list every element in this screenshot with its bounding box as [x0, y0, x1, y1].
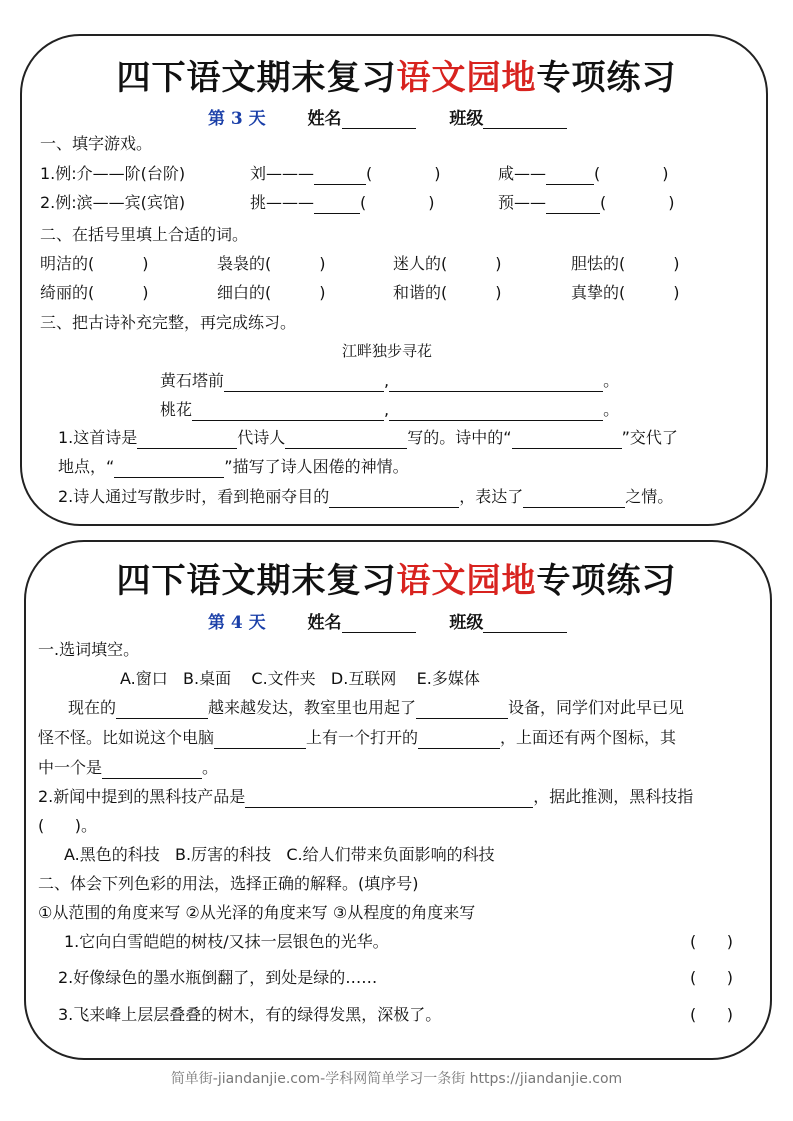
section-heading: 三、把古诗补充完整，再完成练习。	[40, 313, 297, 332]
fill-blank[interactable]	[314, 168, 366, 185]
answer-paren: ( )。	[38, 816, 98, 835]
question-2-line-1: 2.新闻中提到的黑科技产品是 ，据此推测，黑科技指	[38, 787, 694, 806]
fill-blank[interactable]	[314, 197, 360, 214]
paragraph-line-2: 怪不怪。比如说这个电脑 上有一个打开的 ，上面还有两个图标，其	[38, 728, 677, 747]
question-1-line-2: 地点，“ ”描写了诗人困倦的神情。	[58, 457, 409, 476]
fill-blank[interactable]	[214, 732, 306, 749]
word-game-item: 刘——— ( )	[250, 164, 441, 183]
section-heading: 一、填字游戏。	[40, 134, 153, 153]
fill-blank[interactable]	[224, 375, 384, 392]
color-item-2: 2.好像绿色的墨水瓶倒翻了，到处是绿的……	[58, 968, 378, 987]
word-item: 胆怯的( )	[571, 254, 680, 273]
answer-paren[interactable]: ( )	[690, 968, 733, 987]
word-item: 迷人的( )	[393, 254, 502, 273]
poem-line-2: 桃花 , 。	[160, 400, 620, 419]
name-blank[interactable]	[342, 616, 416, 633]
paragraph-line-1: 现在的 越来越发达，教室里也用起了 设备，同学们对此早已见	[68, 698, 685, 717]
word-item: 绮丽的( )	[40, 283, 149, 302]
day-header	[208, 104, 567, 129]
fill-blank[interactable]	[523, 491, 625, 508]
fill-blank[interactable]	[418, 732, 500, 749]
class-label: 班级	[449, 109, 484, 129]
name-label: 姓名	[307, 613, 342, 633]
poem-title: 江畔独步寻花	[342, 342, 433, 360]
class-blank[interactable]	[483, 112, 567, 129]
word-game-item: 挑——— ( )	[250, 193, 435, 212]
question-2: 2.诗人通过写散步时，看到艳丽夺目的 ，表达了 之情。	[58, 487, 674, 506]
day-label: 第 4 天	[208, 613, 266, 633]
fill-blank[interactable]	[389, 375, 603, 392]
question-1-line-1: 1.这首诗是 代诗人 写的。诗中的“ ”交代了	[58, 428, 678, 447]
day-header	[208, 608, 567, 633]
color-options: ①从范围的角度来写 ②从光泽的角度来写 ③从程度的角度来写	[38, 903, 476, 922]
color-item-3: 3.飞来峰上层层叠叠的树木，有的绿得发黑，深极了。	[58, 1005, 442, 1024]
section-heading: 二、体会下列色彩的用法，选择正确的解释。(填序号)	[38, 874, 419, 893]
poem-line-1: 黄石塔前 , 。	[160, 371, 620, 390]
answer-paren[interactable]: ( )	[690, 1005, 733, 1024]
word-game-example-2: 2.例:滨——宾(宾馆)	[40, 193, 186, 212]
word-item: 明洁的( )	[40, 254, 149, 273]
section-heading: 二、在括号里填上合适的词。	[40, 225, 249, 244]
fill-blank[interactable]	[329, 491, 459, 508]
fill-blank[interactable]	[512, 432, 622, 449]
fill-blank[interactable]	[546, 197, 600, 214]
name-label: 姓名	[307, 109, 342, 129]
fill-blank[interactable]	[116, 702, 208, 719]
fill-blank[interactable]	[389, 404, 603, 421]
answer-paren[interactable]: ( )	[690, 932, 733, 951]
fill-blank[interactable]	[546, 168, 594, 185]
name-blank[interactable]	[342, 112, 416, 129]
word-game-example-1: 1.例:介——阶(台阶)	[40, 164, 186, 183]
word-item: 细白的( )	[217, 283, 326, 302]
footer-watermark: 简单街-jiandanjie.com-学科网简单学习一条街 https://jiandanjie.com	[170, 1071, 623, 1087]
class-label: 班级	[449, 613, 484, 633]
day-label: 第 3 天	[208, 109, 266, 129]
fill-blank[interactable]	[137, 432, 237, 449]
fill-blank[interactable]	[285, 432, 407, 449]
color-item-1: 1.它向白雪皑皑的树枝/又抹一层银色的光华。	[64, 932, 389, 951]
class-blank[interactable]	[483, 616, 567, 633]
word-game-item: 咸—— ( )	[498, 164, 669, 183]
word-game-item: 预—— ( )	[498, 193, 675, 212]
word-options: A.窗口 B.桌面 C.文件夹 D.互联网 E.多媒体	[120, 669, 480, 688]
question-2-options: A.黑色的科技 B.厉害的科技 C.给人们带来负面影响的科技	[64, 845, 495, 864]
fill-blank[interactable]	[245, 791, 533, 808]
page-title-day3: 四下语文期末复习语文园地专项练习	[116, 58, 677, 98]
word-item: 袅袅的( )	[217, 254, 326, 273]
word-item: 真挚的( )	[571, 283, 680, 302]
fill-blank[interactable]	[114, 461, 224, 478]
fill-blank[interactable]	[416, 702, 508, 719]
paragraph-line-3: 中一个是 。	[38, 758, 219, 777]
page-title-day4: 四下语文期末复习语文园地专项练习	[116, 561, 677, 601]
word-item: 和谐的( )	[393, 283, 502, 302]
fill-blank[interactable]	[102, 762, 202, 779]
fill-blank[interactable]	[192, 404, 384, 421]
section-heading: 一.选词填空。	[38, 640, 140, 659]
